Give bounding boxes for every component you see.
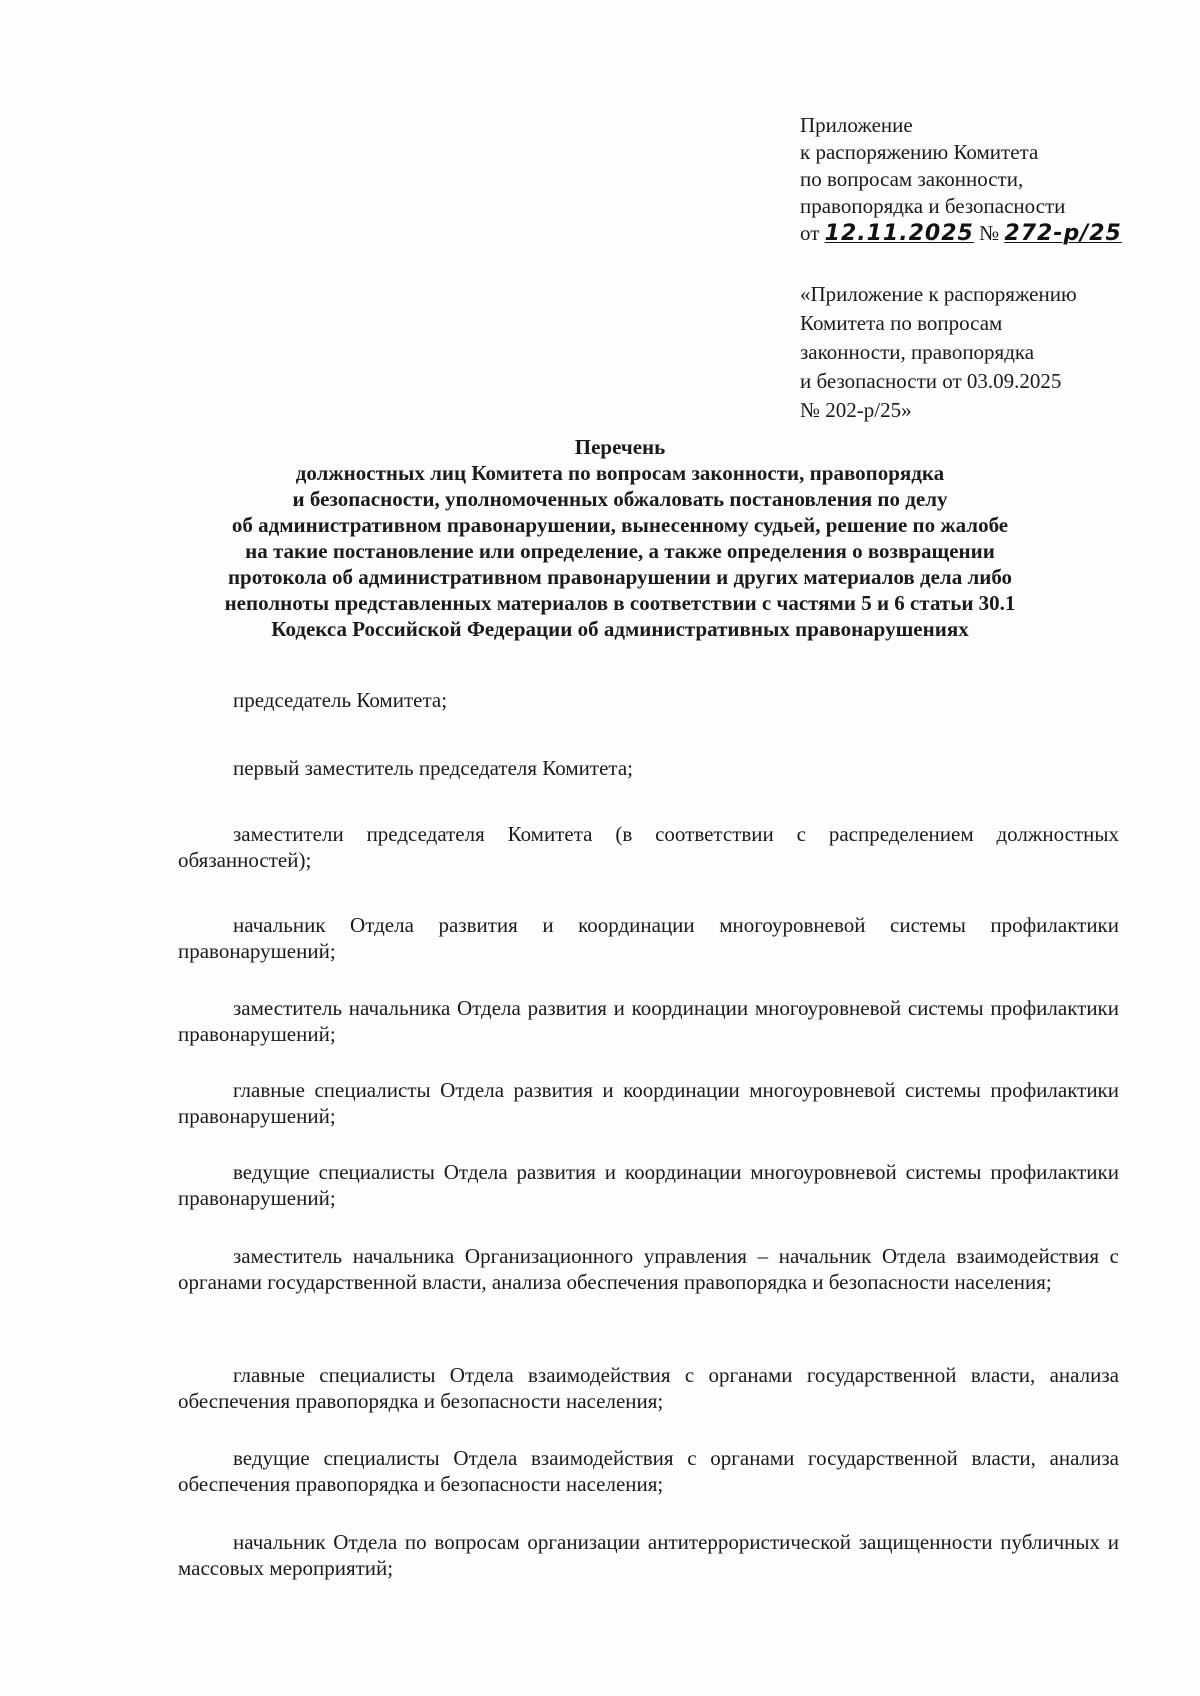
appendix-line: к распоряжению Комитета	[800, 140, 1039, 164]
document-title	[100, 434, 1140, 642]
quote-line: законности, правопорядка	[800, 340, 1035, 364]
appendix-header	[800, 112, 1122, 247]
handwritten-date: 12.11.2025	[824, 221, 974, 246]
quoted-appendix	[800, 280, 1077, 425]
date-prefix: от	[800, 221, 820, 245]
list-item: заместитель начальника Организационного управления – начальник Отдела взаимодействия с органами государственной власти, анализа обеспечения правопорядка и безопасности населения;	[178, 1244, 1119, 1294]
list-item: главные специалисты Отдела взаимодействия с органами государственной власти, анализа обеспечения правопорядка и безопасности населения;	[178, 1363, 1119, 1413]
list-item: главные специалисты Отдела развития и координации многоуровневой системы профилактики правонарушений;	[178, 1078, 1119, 1128]
title-line: Кодекса Российской Федерации об административных правонарушениях	[271, 617, 969, 641]
quote-line: Комитета по вопросам	[800, 311, 1003, 335]
title-line: неполноты представленных материалов в соответствии с частями 5 и 6 статьи 30.1	[224, 591, 1016, 615]
appendix-line: правопорядка и безопасности	[800, 194, 1066, 218]
title-line: протокола об административном правонарушении и других материалов дела либо	[227, 565, 1013, 589]
quote-line: № 202-р/25»	[800, 398, 912, 422]
appendix-line: по вопросам законности,	[800, 167, 1024, 191]
quote-line: и безопасности от 03.09.2025	[800, 369, 1062, 393]
quote-line: «Приложение к распоряжению	[800, 282, 1077, 306]
handwritten-number: 272-р/25	[1004, 221, 1122, 246]
list-item: заместитель начальника Отдела развития и координации многоуровневой системы профилактики правонарушений;	[178, 996, 1119, 1046]
appendix-title: Приложение	[800, 113, 913, 137]
list-item: ведущие специалисты Отдела взаимодействия с органами государственной власти, анализа обеспечения правопорядка и безопасности населения;	[178, 1446, 1119, 1496]
title-line: на такие постановление или определение, а также определения о возвращении	[245, 539, 995, 563]
list-item: первый заместитель председателя Комитета;	[233, 756, 633, 780]
title-line: и безопасности, уполномоченных обжаловать постановления по делу	[292, 487, 948, 511]
list-item: председатель Комитета;	[233, 688, 448, 712]
title-line: должностных лиц Комитета по вопросам законности, правопорядка	[295, 461, 945, 485]
appendix-date-line	[800, 220, 1122, 247]
title-heading: Перечень	[574, 435, 666, 459]
title-line: об административном правонарушении, вынесенному судьей, решение по жалобе	[231, 513, 1009, 537]
list-item: ведущие специалисты Отдела развития и координации многоуровневой системы профилактики правонарушений;	[178, 1160, 1119, 1210]
list-item: начальник Отдела развития и координации многоуровневой системы профилактики правонарушений;	[178, 913, 1119, 963]
number-prefix: №	[979, 221, 1000, 245]
list-item: начальник Отдела по вопросам организации антитеррористической защищенности публичных и массовых мероприятий;	[178, 1530, 1119, 1580]
list-item: заместители председателя Комитета (в соответствии с распределением должностных обязанностей);	[178, 822, 1119, 872]
